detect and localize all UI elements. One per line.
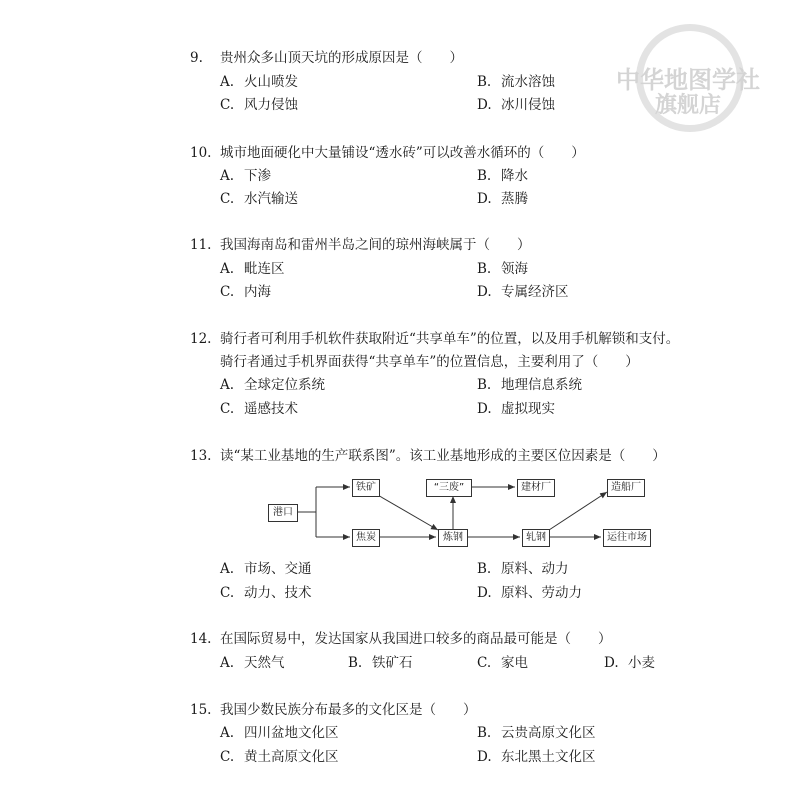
arrow-iron-steel bbox=[376, 494, 438, 530]
box-iron-ore: 铁矿 bbox=[352, 479, 380, 497]
question-11-option-d: D. 专属经济区 bbox=[477, 284, 569, 300]
question-13-option-b: B. 原料、动力 bbox=[477, 561, 569, 577]
question-14-option-b: B. 铁矿石 bbox=[348, 655, 413, 671]
question-number: 11. bbox=[190, 237, 212, 253]
box-shipyard: 造船厂 bbox=[607, 479, 645, 497]
question-text: 我国海南岛和雷州半岛之间的琼州海峡属于（ ） bbox=[220, 237, 531, 253]
question-10-option-c: C. 水汽输送 bbox=[220, 191, 298, 207]
box-building-plant: 建材厂 bbox=[517, 479, 555, 497]
question-13-option-d: D. 原料、劳动力 bbox=[477, 585, 582, 601]
box-steel-rolling: 轧钢 bbox=[522, 529, 550, 547]
question-15-stem bbox=[190, 698, 477, 718]
question-15-option-c: C. 黄土高原文化区 bbox=[220, 749, 339, 765]
question-12-option-a: A. 全球定位系统 bbox=[220, 377, 325, 393]
box-steelmaking: 炼钢 bbox=[438, 529, 468, 547]
question-12-stem bbox=[190, 327, 679, 347]
question-10-option-a: A. 下渗 bbox=[220, 168, 271, 184]
question-12-option-b: B. 地理信息系统 bbox=[477, 377, 582, 393]
question-text: 在国际贸易中，发达国家从我国进口较多的商品最可能是（ ） bbox=[220, 631, 612, 647]
question-13-stem bbox=[190, 444, 666, 464]
box-three-wastes: “三废” bbox=[426, 479, 472, 497]
question-12-option-c: C. 遥感技术 bbox=[220, 401, 298, 417]
question-9-option-d: D. 冰川侵蚀 bbox=[477, 97, 555, 113]
question-number: 15. bbox=[190, 702, 212, 718]
box-market: 运往市场 bbox=[603, 529, 651, 547]
question-9-option-b: B. 流水溶蚀 bbox=[477, 74, 555, 90]
question-15-option-b: B. 云贵高原文化区 bbox=[477, 725, 596, 741]
question-13-option-a: A. 市场、交通 bbox=[220, 561, 312, 577]
question-9-stem bbox=[190, 46, 463, 66]
question-text: 城市地面硬化中大量铺设“透水砖”可以改善水循环的（ ） bbox=[220, 145, 585, 161]
question-9-option-a: A. 火山喷发 bbox=[220, 74, 298, 90]
question-9-option-c: C. 风力侵蚀 bbox=[220, 97, 298, 113]
question-13-option-c: C. 动力、技术 bbox=[220, 585, 312, 601]
question-11-option-a: A. 毗连区 bbox=[220, 261, 285, 277]
box-port: 港口 bbox=[268, 504, 298, 522]
question-number: 10. bbox=[190, 145, 212, 161]
question-text: 贵州众多山顶天坑的形成原因是（ ） bbox=[220, 50, 463, 66]
question-10-stem bbox=[190, 141, 585, 161]
question-number: 12. bbox=[190, 331, 212, 347]
question-text: 我国少数民族分布最多的文化区是（ ） bbox=[220, 702, 477, 718]
question-11-option-b: B. 领海 bbox=[477, 261, 528, 277]
watermark-line2: 旗舰店 bbox=[655, 93, 722, 118]
question-11-option-c: C. 内海 bbox=[220, 284, 271, 300]
question-10-option-b: B. 降水 bbox=[477, 168, 528, 184]
question-14-option-c: C. 家电 bbox=[477, 655, 528, 671]
question-12-option-d: D. 虚拟现实 bbox=[477, 401, 555, 417]
question-10-option-d: D. 蒸腾 bbox=[477, 191, 528, 207]
question-12-stem-line2: 骑行者通过手机界面获得“共享单车”的位置信息，主要利用了（ ） bbox=[220, 354, 639, 370]
question-14-stem bbox=[190, 627, 612, 647]
question-11-stem bbox=[190, 233, 531, 253]
production-linkage-diagram bbox=[266, 474, 662, 550]
question-15-option-d: D. 东北黑土文化区 bbox=[477, 749, 596, 765]
question-14-option-a: A. 天然气 bbox=[220, 655, 285, 671]
box-coke: 焦炭 bbox=[352, 529, 380, 547]
question-text: 骑行者可利用手机软件获取附近“共享单车”的位置，以及用手机解锁和支付。 bbox=[220, 331, 680, 347]
question-number: 14. bbox=[190, 631, 212, 647]
question-number: 13. bbox=[190, 448, 212, 464]
question-number: 9. bbox=[190, 50, 203, 66]
question-14-option-d: D. 小麦 bbox=[604, 655, 655, 671]
arrow-rolling-shipyard bbox=[549, 492, 607, 530]
watermark-line1: 中华地图学社 bbox=[616, 66, 760, 94]
question-15-option-a: A. 四川盆地文化区 bbox=[220, 725, 339, 741]
question-text: 读“某工业基地的生产联系图”。该工业基地形成的主要区位因素是（ ） bbox=[220, 448, 666, 464]
